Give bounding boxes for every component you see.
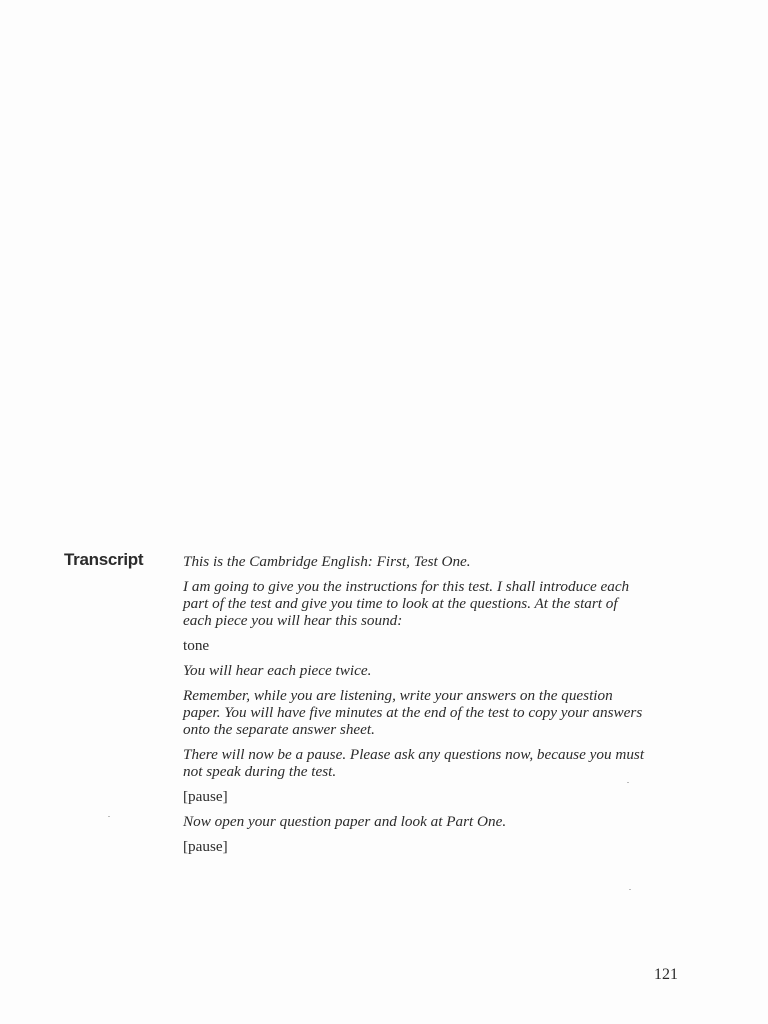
transcript-paragraph [183,838,683,855]
section-heading: Transcript [64,550,144,569]
transcript-line: paper. You will have five minutes at the end of the test to copy your answers [183,704,643,721]
transcript-line: I am going to give you the instructions for this test. I shall introduce each [183,578,630,595]
transcript-paragraph [183,637,683,654]
transcript-line: Now open your question paper and look at Part One. [183,813,507,830]
transcript-paragraph [183,813,683,830]
transcript-line: You will hear each piece twice. [183,662,372,679]
transcript-paragraph [183,553,683,570]
transcript-line: This is the Cambridge English: First, Test One. [183,553,471,570]
transcript-body [183,553,683,863]
transcript-line: Remember, while you are listening, write your answers on the question [183,687,613,704]
scan-speck [629,889,631,890]
transcript-paragraph [183,662,683,679]
scan-speck [108,816,110,817]
transcript-line: not speak during the test. [183,763,337,780]
transcript-line: tone [183,637,210,654]
transcript-line: [pause] [183,788,228,805]
scan-speck [627,782,629,783]
transcript-line: part of the test and give you time to look at the questions. At the start of [183,595,618,612]
transcript-paragraph [183,578,683,629]
transcript-line: onto the separate answer sheet. [183,721,375,738]
transcript-line: each piece you will hear this sound: [183,612,403,629]
transcript-paragraph [183,788,683,805]
transcript-paragraph [183,687,683,738]
transcript-line: [pause] [183,838,228,855]
page-number: 121 [654,966,678,983]
transcript-paragraph [183,746,683,780]
transcript-line: There will now be a pause. Please ask any questions now, because you must [183,746,645,763]
